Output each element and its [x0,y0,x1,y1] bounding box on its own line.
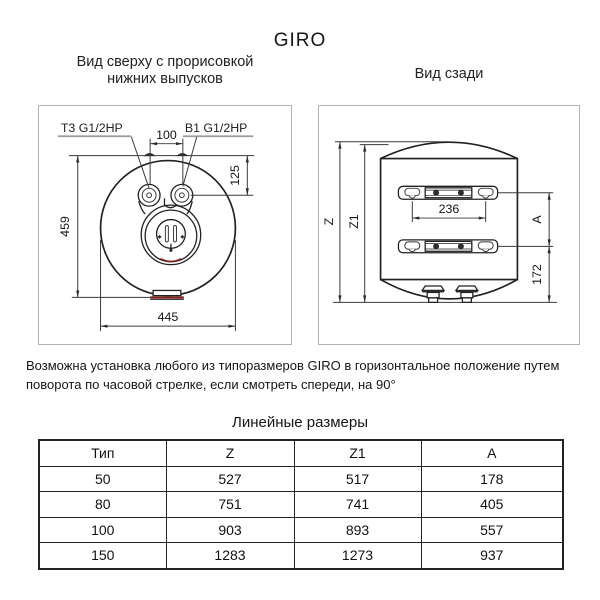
rear-view-caption: Вид сзади [414,66,484,82]
table-header-type: Тип [39,440,166,466]
fitting-top-mark-right [176,153,188,156]
mounting-bracket-lower [398,240,497,253]
top-view-drawing [39,106,291,344]
table-cell: 50 [39,466,166,492]
table-cell: 751 [166,492,294,518]
note-line2: поворота по часовой стрелке, если смотреть спереди, на 90° [26,377,396,392]
table-row [39,492,563,518]
rear-body [381,142,518,299]
table-cell: 80 [39,492,166,518]
dim-z-label: Z [321,217,336,226]
note-line1: Возможна установка любого из типоразмеров GIRO в горизонтальное положение путем [26,358,560,373]
bracket-bolt [433,190,439,196]
rear-view-frame [318,105,580,345]
dim-125-label: 125 [227,165,242,186]
dim-459-label: 459 [57,216,72,237]
top-view-caption [38,54,292,88]
table-cell: 405 [421,492,563,518]
note-text [26,356,592,394]
top-view-caption-line2: нижних выпусков [107,71,223,87]
table-cell: 178 [421,466,563,492]
table-cell: 527 [166,466,294,492]
table-cell: 557 [421,517,563,543]
dim-236-label: 236 [438,202,460,217]
dimension-172 [530,246,551,302]
table-row [39,466,563,492]
dimensions-table [38,439,564,570]
top-view-frame [38,105,292,345]
mounting-bracket-upper [398,186,497,199]
table-header-z1: Z1 [294,440,421,466]
bracket-bolt [433,243,439,249]
table-cell: 893 [294,517,421,543]
table-cell: 903 [166,517,294,543]
dim-172-label: 172 [530,264,545,285]
table-header-z: Z [166,440,294,466]
bracket-bolt [458,190,464,196]
dim-445-label: 445 [157,310,179,325]
table-cell: 150 [39,543,166,569]
table-row [39,543,563,569]
fitting-label-b1-text: В1 G1/2НР [184,120,248,135]
bottom-bracket [150,290,184,299]
table-header-row [39,440,563,466]
dim-z1-label: Z1 [346,214,361,229]
table-cell: 100 [39,517,166,543]
table-cell: 517 [294,466,421,492]
table-title: Линейные размеры [232,414,368,431]
bottom-dome [381,280,518,299]
rear-view-drawing [319,106,579,344]
table-cell: 937 [421,543,563,569]
fitting-b1 [171,184,193,206]
top-view-caption-line1: Вид сверху с прорисовкой [76,54,254,70]
table-cell: 741 [294,492,421,518]
top-dome [381,142,518,158]
table-row [39,517,563,543]
table-cell: 1283 [166,543,294,569]
dim-100-label: 100 [156,128,177,143]
page-title: GIRO [273,30,327,51]
table-header-a: А [421,440,563,466]
back-plate [381,159,518,280]
fitting-label-t3-text: Т3 G1/2НР [60,120,123,135]
table-cell: 1273 [294,543,421,569]
dim-a-label: А [530,215,545,224]
bracket-bolt [458,243,464,249]
